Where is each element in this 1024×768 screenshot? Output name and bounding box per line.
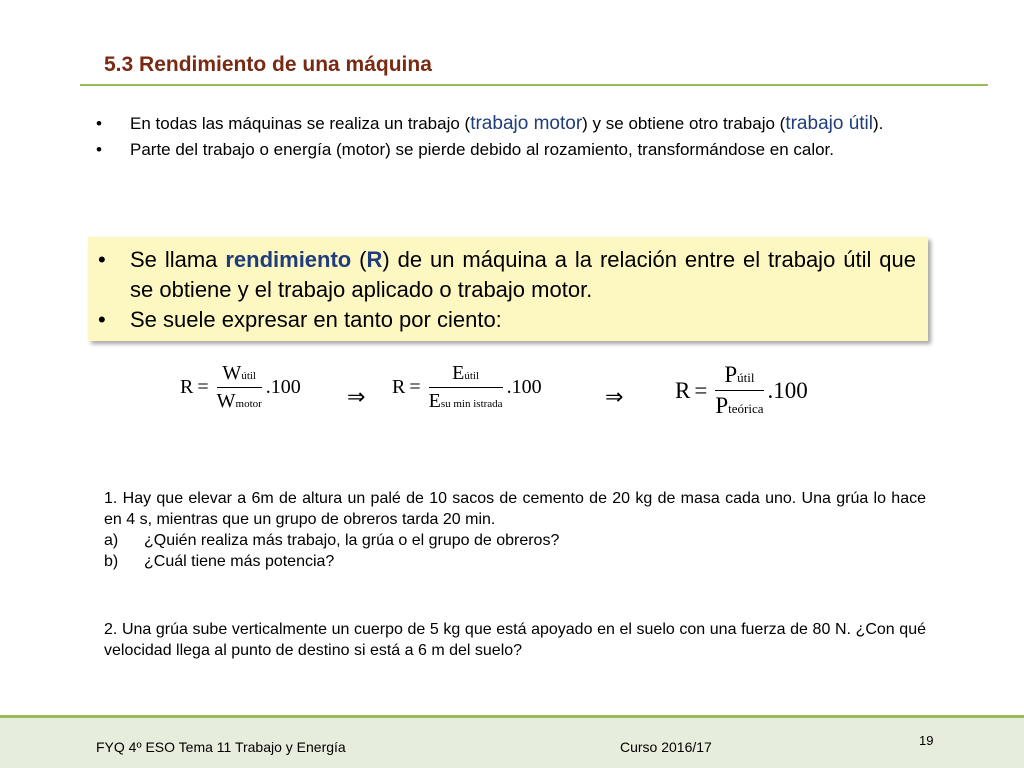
- intro-bullet-1: [96, 111, 920, 137]
- bullet-marker: •: [98, 307, 106, 332]
- bullet-marker: •: [96, 140, 102, 159]
- problem-1-option-b: [104, 551, 334, 572]
- definition-text: ) de un máquina a la relación entre el trabajo útil que se obtiene y el trabajo aplicado o trabajo motor.: [130, 247, 916, 302]
- term-r: R: [366, 247, 383, 272]
- option-text: ¿Quién realiza más trabajo, la grúa o el grupo de obreros?: [144, 532, 560, 549]
- formula-energy: [392, 362, 542, 413]
- formula-denominator-sub: su min istrada: [440, 398, 503, 410]
- fraction-bar: [217, 387, 262, 388]
- formula-lhs: R: [675, 377, 691, 403]
- formula-fraction: [715, 362, 763, 419]
- implies-arrow: ⇒: [347, 385, 366, 410]
- option-label: b): [104, 553, 119, 570]
- formula-power: [675, 362, 808, 419]
- intro-text: ) y se obtiene otro trabajo (: [582, 114, 786, 133]
- implies-arrow: ⇒: [605, 385, 624, 410]
- formula-equals: =: [197, 376, 209, 398]
- bullet-marker: •: [98, 247, 106, 272]
- formula-fraction: [429, 362, 503, 413]
- formula-numerator: W: [222, 362, 242, 384]
- formula-fraction: [217, 362, 262, 413]
- formula-factor: .100: [265, 376, 301, 398]
- definition-text: Se suele expresar en tanto por ciento:: [130, 307, 502, 332]
- page-number: 19: [919, 733, 934, 748]
- definition-text: (: [351, 247, 367, 272]
- formula-denominator: E: [428, 390, 441, 412]
- intro-text: En todas las máquinas se realiza un trabajo (: [130, 114, 471, 133]
- fraction-bar: [715, 390, 763, 391]
- intro-text: Parte del trabajo o energía (motor) se pierde debido al rozamiento, transformándose en calor.: [130, 140, 835, 159]
- formula-factor: .100: [767, 377, 808, 403]
- formula-lhs: R: [392, 376, 406, 398]
- formula-lhs: R: [180, 376, 194, 398]
- fraction-bar: [429, 387, 503, 388]
- formula-numerator-sub: útil: [464, 370, 480, 382]
- formula-factor: .100: [506, 376, 542, 398]
- footer-year-label: Curso 2016/17: [620, 739, 712, 755]
- definition-bullet-2: [98, 305, 916, 335]
- problem-1-text: 1. Hay que elevar a 6m de altura un palé de 10 sacos de cemento de 20 kg de masa cada uno. Una grúa lo hace en 4 s, mientras que un grupo de obreros tarda 20 min.: [104, 490, 926, 528]
- slide-title: 5.3 Rendimiento de una máquina: [104, 53, 432, 76]
- formula-equals: =: [409, 376, 421, 398]
- formula-numerator: P: [724, 362, 738, 387]
- formula-denominator-sub: motor: [235, 398, 262, 410]
- bullet-marker: •: [96, 114, 102, 133]
- intro-list: [96, 111, 920, 163]
- formula-work: [180, 362, 301, 413]
- formula-denominator-sub: teórica: [728, 401, 764, 416]
- option-label: a): [104, 532, 119, 549]
- definition-list: [98, 245, 916, 335]
- title-divider: [80, 84, 988, 86]
- problem-1-option-a: [104, 530, 559, 551]
- formula-numerator-sub: útil: [737, 370, 755, 385]
- definition-box: [88, 237, 928, 341]
- term-trabajo-motor: trabajo motor: [470, 113, 583, 134]
- intro-bullet-2: [96, 137, 920, 163]
- formula-denominator: P: [715, 393, 729, 418]
- option-text: ¿Cuál tiene más potencia?: [144, 553, 335, 570]
- formula-denominator: W: [216, 390, 236, 412]
- formula-numerator: E: [452, 362, 465, 384]
- definition-bullet-1: [98, 245, 916, 305]
- intro-text: ).: [873, 114, 884, 133]
- term-rendimiento: rendimiento: [225, 247, 352, 272]
- formula-numerator-sub: útil: [241, 370, 256, 382]
- footer-course-label: FYQ 4º ESO Tema 11 Trabajo y Energía: [96, 739, 346, 755]
- problem-2-text: 2. Una grúa sube verticalmente un cuerpo de 5 kg que está apoyado en el suelo con una fuerza de 80 N. ¿Con qué velocidad llega al punto de destino si está a 6 m del suelo?: [104, 621, 926, 659]
- formula-equals: =: [694, 377, 708, 403]
- definition-text: Se llama: [130, 247, 226, 272]
- term-trabajo-util: trabajo útil: [785, 113, 873, 134]
